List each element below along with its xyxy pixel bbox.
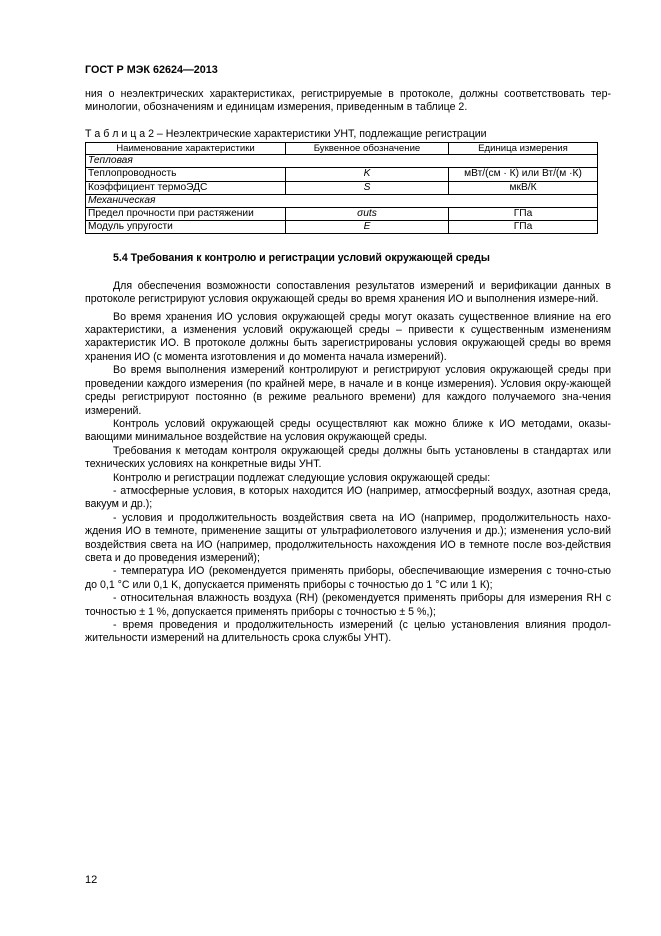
- row-symbol: σuts: [286, 208, 449, 221]
- row-name: Предел прочности при растяжении: [86, 208, 286, 221]
- row-name: Теплопроводность: [86, 168, 286, 181]
- col-header-symbol: Буквенное обозначение: [286, 143, 449, 155]
- col-header-name: Наименование характеристики: [86, 143, 286, 155]
- table-row: [86, 208, 598, 221]
- body-paragraph: Контроль условий окружающей среды осуществляют как можно ближе к ИО методами, оказы-вающими минимальное воздействие на условия окружающей среды.: [85, 417, 611, 444]
- table-group-row: [86, 155, 598, 168]
- list-item: - время проведения и продолжительность измерений (с целью установления влияния продол-жительности измерений на длительность срока службы УНТ).: [85, 619, 611, 645]
- list-item: - атмосферные условия, в которых находится ИО (например, атмосферный воздух, азотная среда, вакуум и др.);: [85, 484, 611, 511]
- group-label-thermal: Тепловая: [86, 155, 598, 168]
- col-header-unit: Единица измерения: [449, 143, 598, 155]
- list-item: - условия и продолжительность воздействия света на ИО (например, продолжительность нахо-ждения ИО в темноте, применение защиты от ультрафиолетового излучения и др.); изменения усло-вий воздействия света на ИО (например, продолжительность нахождения ИО в темноте после воз-действия света и до проведения измерений);: [85, 511, 611, 564]
- row-name: Коэффициент термоЭДС: [86, 181, 286, 194]
- row-unit: мкВ/К: [449, 181, 598, 194]
- table-row: [86, 221, 598, 234]
- document-header: ГОСТ Р МЭК 62624—2013: [85, 64, 218, 76]
- page-content: [85, 88, 611, 646]
- table-header-row: [86, 143, 598, 155]
- row-symbol: S: [286, 181, 449, 194]
- list-item: - относительная влажность воздуха (RH) (рекомендуется применять приборы для измерения RH с точностью ± 1 %, допускается применять приборы с точностью ± 5 %,);: [85, 592, 611, 618]
- body-paragraph: Во время хранения ИО условия окружающей среды могут оказать существенное влияние на его характеристики, а изменения условий окружающей среды – привести к существенным изменениям характеристик ИО. В протоколе должны быть зарегистрированы условия окружающей среды во время хранения ИО (с момента изготовления и до момента начала измерений).: [85, 310, 611, 363]
- row-symbol: K: [286, 168, 449, 181]
- body-paragraph: Во время выполнения измерений контролируют и регистрируют условия окружающей среды при проведении каждого измерения (по крайней мере, в начале и в конце измерения). Условия окру-жающей среды регистрируют постоянно (в режиме реального времени) для каждого получаемого зна-чения измерений.: [85, 364, 611, 417]
- characteristics-table: [85, 142, 598, 234]
- row-unit: ГПа: [449, 221, 598, 234]
- page-number: 12: [85, 874, 98, 886]
- table-caption: Т а б л и ц а 2 – Неэлектрические характеристики УНТ, подлежащие регистрации: [85, 127, 487, 140]
- table-row: [86, 181, 598, 194]
- table-group-row: [86, 194, 598, 207]
- row-unit: мВт/(см · К) или Вт/(м ·К): [449, 168, 598, 181]
- body-paragraph: Требования к методам контроля окружающей среды должны быть установлены в стандартах или технических условиях на конкретные виды УНТ.: [85, 444, 611, 471]
- row-unit: ГПа: [449, 208, 598, 221]
- table-row: [86, 168, 598, 181]
- section-heading: 5.4 Требования к контролю и регистрации условий окружающей среды: [113, 252, 490, 265]
- body-paragraph: Для обеспечения возможности сопоставления результатов измерений и верификации данных в протоколе регистрируют условия окружающей среды во время хранения ИО и выполнения измере-ний.: [85, 279, 611, 306]
- intro-paragraph: ния о неэлектрических характеристиках, регистрируемые в протоколе, должны соответствовать тер-минологии, обозначениям и единицам измерения, приведенным в таблице 2.: [85, 88, 611, 114]
- row-symbol: E: [286, 221, 449, 234]
- conditions-list: [85, 485, 611, 646]
- row-name: Модуль упругости: [86, 221, 286, 234]
- group-label-mechanical: Механическая: [86, 194, 598, 207]
- body-paragraph: Контролю и регистрации подлежат следующие условия окружающей среды:: [113, 471, 491, 484]
- list-item: - температура ИО (рекомендуется применять приборы, обеспечивающие измерения с точно-стью до 0,1 °С или 0,1 K, допускается применять приборы с точностью до 1 °С или 1 К);: [85, 565, 611, 591]
